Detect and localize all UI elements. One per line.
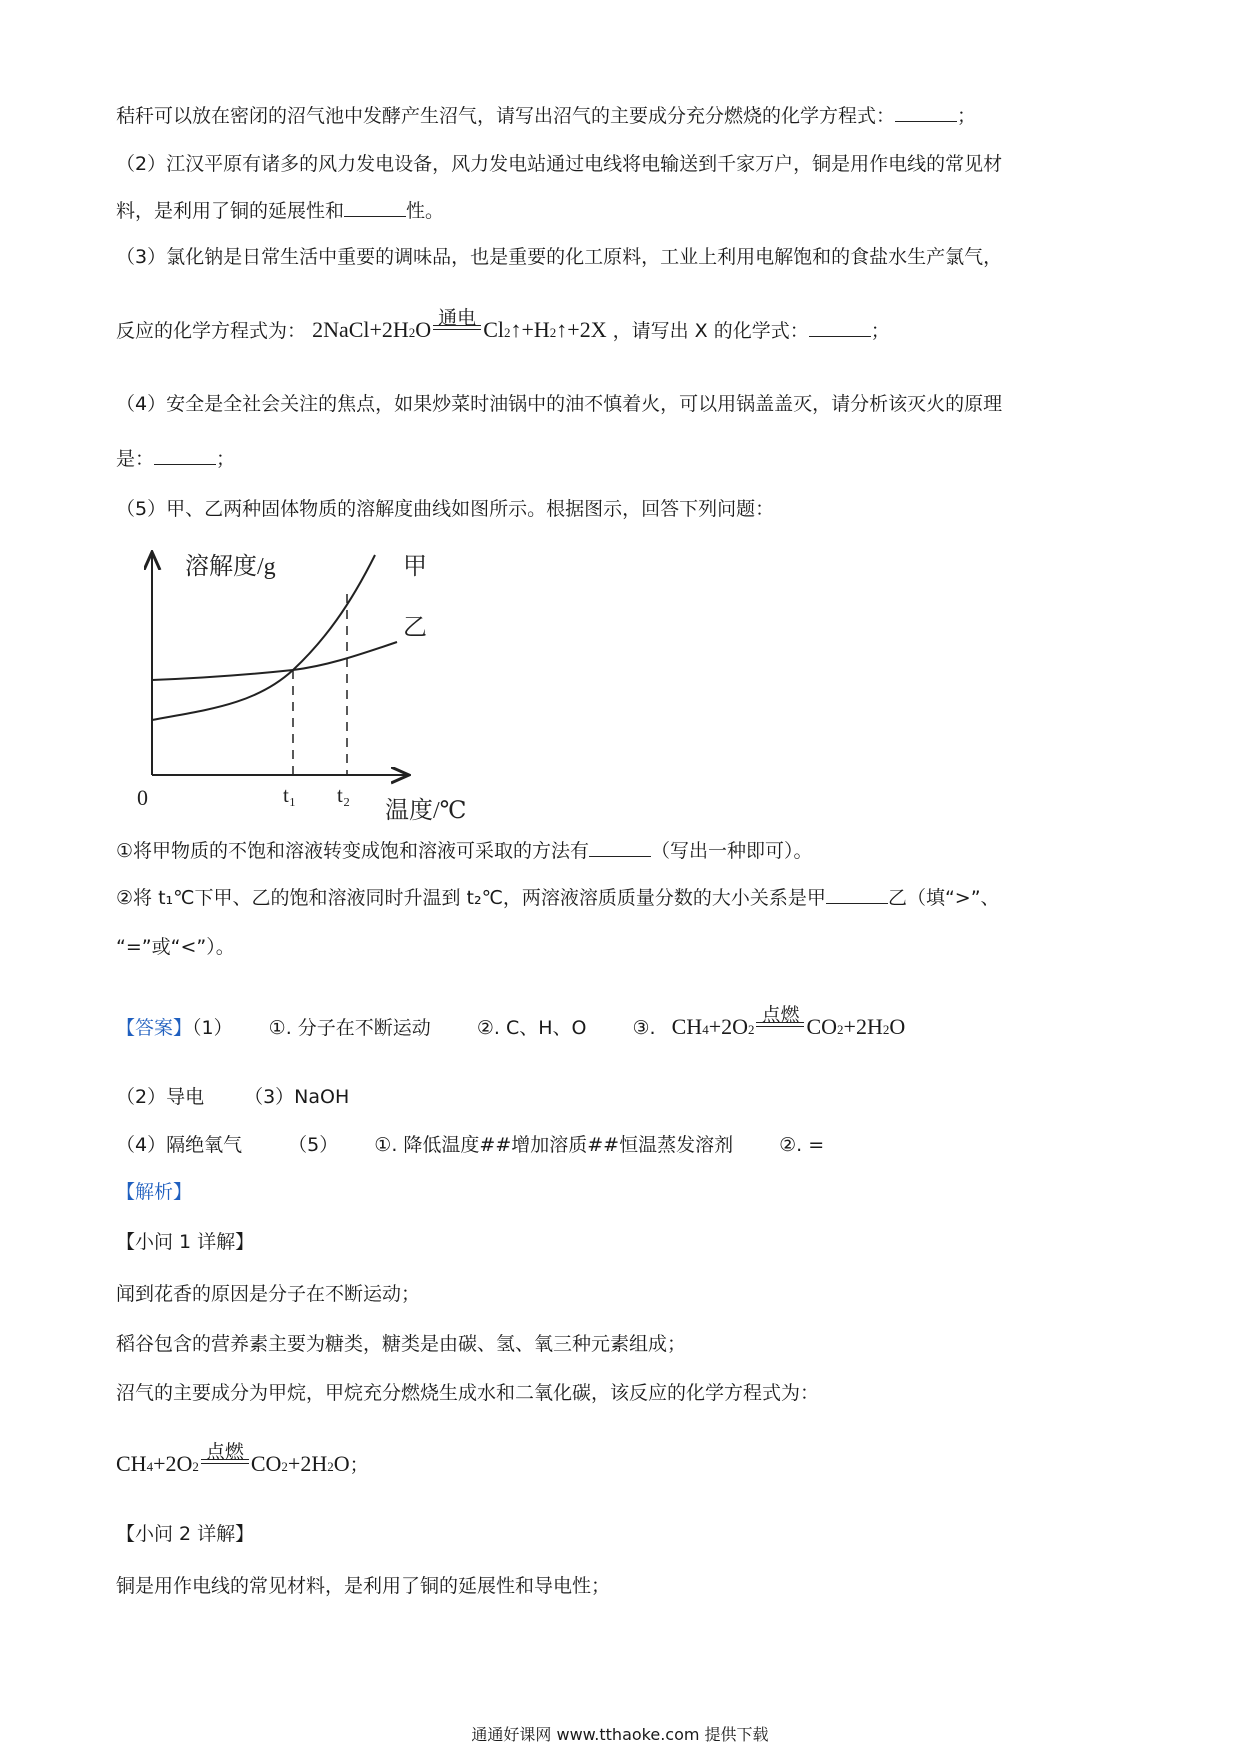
question-5-sub2: ②将 t₁℃下甲、乙的饱和溶液同时升温到 t₂℃，两溶液溶质质量分数的大小关系是甲 乙（填“>”、 (116, 887, 1000, 909)
answer-line2: （2）导电 （3）NaOH (116, 1086, 350, 1108)
analysis-p2: 稻谷包含的营养素主要为糖类，糖类是由碳、氢、氧三种元素组成； (116, 1333, 687, 1355)
answer-line1: 【答案】（1） ①. 分子在不断运动 ②. C、H、O ③. CH 4 +2O 2 点燃 CO 2 +2H 2 O (116, 1013, 905, 1042)
page-footer: 通通好课网 www.tthaoke.com 提供下载 (471, 1725, 769, 1744)
answer-blank (589, 838, 651, 857)
answer-line3: （4）隔绝氧气 （5） ①. 降低温度##增加溶质##恒温蒸发溶剂 ②. = (116, 1134, 825, 1156)
analysis-p3: 沼气的主要成分为甲烷，甲烷充分燃烧生成水和二氧化碳，该反应的化学方程式为： (116, 1382, 820, 1404)
question-3-line2: 反应的化学方程式为： 2NaCl+2H 2 O 通电 Cl 2 ↑+H 2 ↑+2X ，请写出 X 的化学式： ； (116, 316, 890, 345)
question-text: 秸秆可以放在密闭的沼气池中发酵产生沼气，请写出沼气的主要成分充分燃烧的化学方程式： (116, 105, 896, 127)
answer-tag: 【答案】 (116, 1017, 193, 1039)
analysis-p1: 闻到花香的原因是分子在不断运动； (116, 1283, 421, 1305)
analysis-p4: 铜是用作电线的常见材料，是利用了铜的延展性和导电性； (116, 1575, 611, 1597)
analysis-tag: 【解析】 (116, 1181, 193, 1203)
question-2-line1: （2）江汉平原有诸多的风力发电设备，风力发电站通过电线将电输送到千家万户，铜是用作电线的常见材 (116, 153, 1003, 175)
answer-blank (154, 446, 216, 465)
reaction-condition: 通电 (433, 323, 481, 337)
answer-blank (344, 198, 406, 217)
series-label-yi: 乙 (403, 615, 427, 641)
question-intro-line: 秸秆可以放在密闭的沼气池中发酵产生沼气，请写出沼气的主要成分充分燃烧的化学方程式： ； (116, 105, 977, 127)
question-5-sub2-line2: “=”或“<”）。 (116, 936, 235, 958)
question-5-sub1: ①将甲物质的不饱和溶液转变成饱和溶液可采取的方法有 （写出一种即可）。 (116, 840, 813, 862)
analysis-heading-1: 【小问 1 详解】 (116, 1231, 255, 1253)
x-tick-label-t2: t₂ (337, 783, 351, 807)
y-axis-label: 溶解度/g (185, 554, 276, 580)
answer-blank (826, 885, 888, 904)
question-4-line1: （4）安全是全社会关注的焦点，如果炒菜时油锅中的油不慎着火，可以用锅盖盖灭，请分析该灭火的原理 (116, 393, 1003, 415)
solubility-chart (125, 540, 505, 825)
question-4-line2: 是： ； (116, 448, 236, 470)
analysis-equation: CH 4 +2O 2 点燃 CO 2 +2H 2 O ； (116, 1450, 369, 1479)
origin-label: 0 (137, 785, 148, 810)
answer-blank (809, 318, 871, 337)
question-3-line1: （3）氯化钠是日常生活中重要的调味品，也是重要的化工原料，工业上利用电解饱和的食盐水生产氯气， (116, 246, 1003, 268)
series-line-yi (152, 642, 397, 680)
series-label-jia: 甲 (403, 554, 427, 580)
x-axis-label: 温度/℃ (385, 798, 467, 824)
equation-methane-combustion-2: CH 4 +2O 2 点燃 CO 2 +2H 2 O (116, 1441, 350, 1476)
equation-electrolysis: 2NaCl+2H 2 O 通电 Cl 2 ↑+H 2 ↑+2X (312, 307, 607, 342)
answer-blank (895, 103, 957, 122)
equation-methane-combustion: CH 4 +2O 2 点燃 CO 2 +2H 2 O (671, 1004, 906, 1039)
question-5-line1: （5）甲、乙两种固体物质的溶解度曲线如图所示。根据图示，回答下列问题： (116, 498, 775, 520)
analysis-heading-2: 【小问 2 详解】 (116, 1523, 255, 1545)
x-tick-label-t1: t₁ (283, 783, 297, 807)
question-2-line2: 料，是利用了铜的延展性和 性。 (116, 200, 445, 222)
